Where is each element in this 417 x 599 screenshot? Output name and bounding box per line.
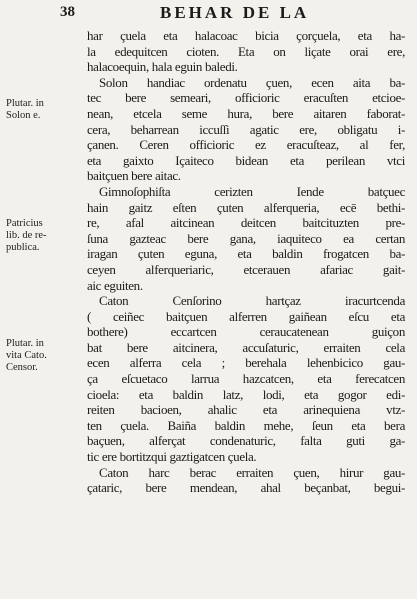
body-line: re, afal aitcinean deitcen baitcituzten pre- (87, 215, 405, 231)
page-number: 38 (60, 4, 75, 20)
body-line: ( ceiñec baitçuen alferren gaiñean eſcu eta (87, 308, 405, 324)
body-line: ten çuela. Baiña baldin mehe, ſeun eta bera (87, 417, 405, 433)
body-line: Solon handiac ordenatu çuen, ecen aita ba- (99, 74, 405, 90)
body-line: halacoequin, hala eguin baledi. (87, 59, 238, 75)
body-line: tic ere bortitzqui gaztigatcen çuela. (87, 449, 257, 465)
body-line: Caton harc berac erraiten çuen, hirur gau- (99, 464, 405, 480)
body-line: baçuen, alferçat condenaturic, falta guti ga- (87, 433, 405, 449)
marginal-note-line: publica. (6, 242, 40, 253)
body-line: baitçuen bere aitac. (87, 168, 181, 184)
body-text (87, 28, 405, 496)
marginal-note-plutarch-solon (6, 98, 44, 122)
marginal-note-line: vita Cato. (6, 350, 47, 361)
marginal-note-patricius (6, 218, 47, 254)
body-line: eta gaixto Içaiteco bidean eta perilean vtci (87, 152, 405, 168)
marginal-note-line: Censor. (6, 362, 38, 373)
body-line: har çuela eta halacoac bicia çorçuela, eta ha- (87, 28, 405, 43)
body-line: Caton Cenſorino hartçaz iracurtcenda (99, 293, 405, 309)
body-line: hain gaitz eſten çuten alferqueria, ecē bethi- (87, 199, 405, 215)
marginal-note-line: Plutar. in (6, 98, 44, 109)
body-line: ça eſcuetaco larrua hazcatcen, eta ferecatcen (87, 371, 405, 387)
marginal-note-line: Plutar. in (6, 338, 44, 349)
marginal-note-line: Solon e. (6, 110, 41, 121)
body-line: reiten bacioen, ahalic eta arinequiena vtz- (87, 402, 405, 418)
body-line: çanen. Ceren officioric ez eracuſteaz, al fer, (87, 137, 405, 153)
marginal-note-plutarch-cato (6, 338, 47, 374)
body-line: Gimnoſophiſta cerizten Iende batçuec (99, 183, 405, 199)
body-line: ſuna gazteac bere gana, iaquiteco ea certan (87, 230, 405, 246)
body-line: tec bere semeari, officioric eracuſten etcioe- (87, 90, 405, 106)
running-head: BEHAR DE LA (160, 3, 310, 22)
body-line: bothere) eccartcen ceraucatenean guiçon (87, 324, 405, 340)
body-line: ceyen alferqueriaric, etcerauen afariac gait- (87, 261, 405, 277)
marginal-note-line: Patricius (6, 218, 43, 229)
body-line: ecen alferra cela ; berehala lehenbicico gau- (87, 355, 405, 371)
body-line: aic eguiten. (87, 277, 143, 293)
body-line: bat bere aitcinera, accuſaturic, erraiten cela (87, 339, 405, 355)
body-line: nean, etcela seme hura, bere aitaren faborat- (87, 105, 405, 121)
marginal-note-line: lib. de re- (6, 230, 47, 241)
body-line: cioela: eta baldin latz, lodi, eta gogor edi- (87, 386, 405, 402)
body-line: çataric, bere mendean, ahal beçanbat, begui- (87, 480, 405, 496)
body-line: cera, beharrean iccuſſi agatic ere, obligatu i- (87, 121, 405, 137)
page-header (60, 4, 400, 24)
body-line: la edequitcen cioten. Eta on liçate orai ere, (87, 43, 405, 59)
body-line: iragan çuten eguna, eta baldin frogatcen ba- (87, 246, 405, 262)
